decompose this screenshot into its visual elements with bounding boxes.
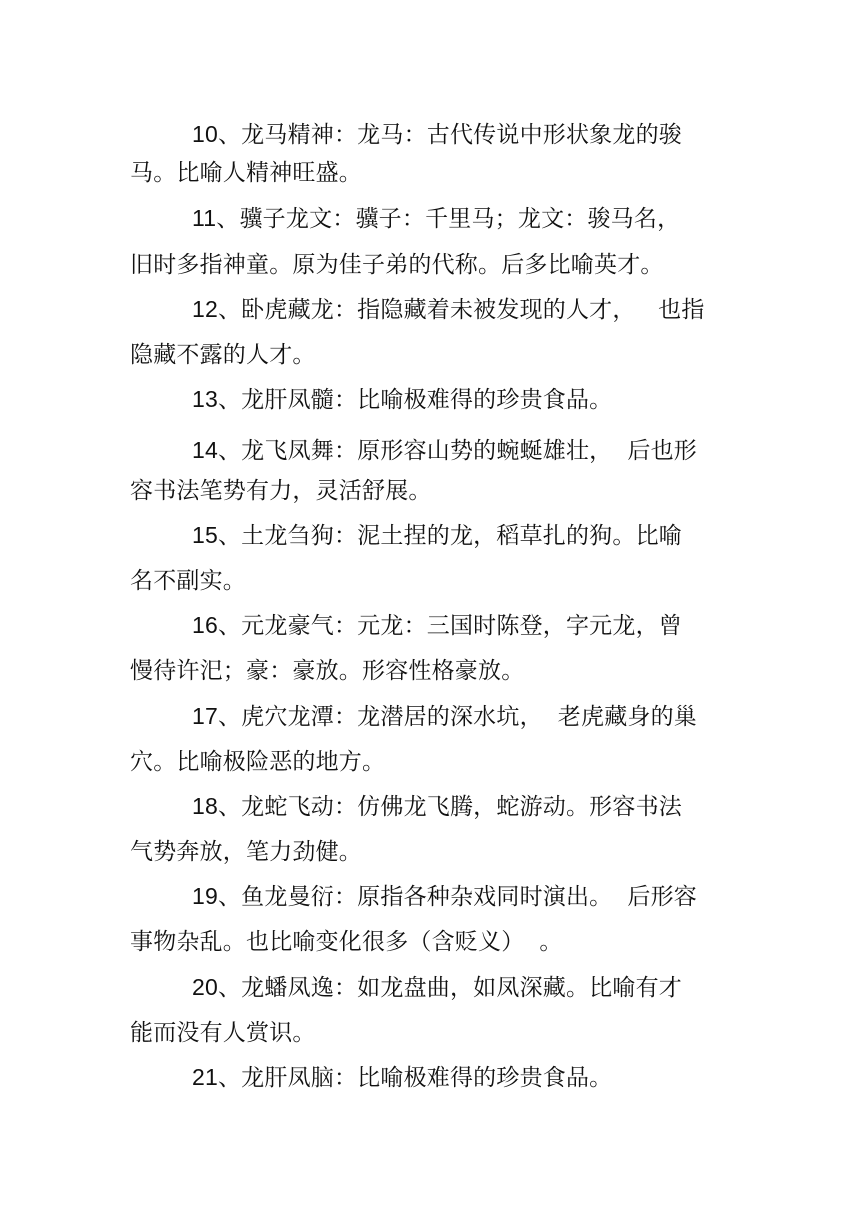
entry-line (192, 791, 682, 822)
entry-text: 、龙肝凤髓：比喻极难得的珍贵食品。 (217, 387, 613, 413)
entry-text: 、龙飞凤舞：原形容山势的蜿蜒雄壮， 后也形 (217, 438, 698, 464)
entry-number: 10 (192, 121, 218, 147)
entry-line: 慢待许汜；豪：豪放。形容性格豪放。 (130, 658, 525, 684)
entry-line (192, 972, 682, 1003)
entry-line: 能而没有人赏识。 (130, 1020, 316, 1046)
entry-text: 、龙马精神：龙马：古代传说中形状象龙的骏 (217, 122, 682, 148)
entry-text: 、骥子龙文：骥子：千里马；龙文：骏马名， (216, 206, 681, 232)
entry-line: 马。比喻人精神旺盛。 (130, 160, 362, 186)
entry-line: 容书法笔势有力，灵活舒展。 (130, 478, 432, 504)
entry-number: 15 (192, 522, 218, 548)
entry-number: 17 (192, 703, 218, 729)
entry-line (192, 610, 682, 641)
entry-line: 名不副实。 (130, 568, 246, 594)
entry-text: 、龙蟠凤逸：如龙盘曲，如凤深藏。比喻有才 (217, 975, 682, 1001)
entry-line: 穴。比喻极险恶的地方。 (130, 749, 386, 775)
entry-line: 隐藏不露的人才。 (130, 342, 316, 368)
entry-number: 19 (192, 883, 218, 909)
entry-line (192, 520, 682, 551)
entry-line (192, 119, 682, 150)
entry-number: 16 (192, 612, 218, 638)
entry-text: 、土龙刍狗：泥土捏的龙，稻草扎的狗。比喻 (217, 523, 682, 549)
entry-text: 、龙肝凤脑：比喻极难得的珍贵食品。 (217, 1065, 613, 1091)
entry-text: 、虎穴龙潭：龙潜居的深水坑， 老虎藏身的巢 (217, 704, 698, 730)
entry-line: 气势奔放，笔力劲健。 (130, 839, 362, 865)
entry-line (192, 384, 612, 415)
entry-line (192, 203, 680, 234)
entry-text: 、龙蛇飞动：仿佛龙飞腾，蛇游动。形容书法 (217, 794, 682, 820)
entry-line (192, 1062, 612, 1093)
entry-line (192, 435, 697, 466)
entry-line (192, 881, 697, 912)
entry-number: 13 (192, 386, 218, 412)
entry-line (192, 294, 705, 325)
entry-line (192, 701, 697, 732)
entry-number: 21 (192, 1064, 218, 1090)
entry-line: 事物杂乱。也比喻变化很多（含贬义） 。 (130, 929, 563, 955)
entry-number: 20 (192, 974, 218, 1000)
entry-text: 、元龙豪气：元龙：三国时陈登，字元龙，曾 (217, 613, 682, 639)
entry-number: 12 (192, 296, 218, 322)
entry-text: 、卧虎藏龙：指隐藏着未被发现的人才， 也指 (217, 297, 705, 323)
entry-line: 旧时多指神童。原为佳子弟的代称。后多比喻英才。 (130, 252, 664, 278)
entry-number: 18 (192, 793, 218, 819)
entry-number: 11 (192, 205, 217, 231)
entry-number: 14 (192, 437, 218, 463)
entry-text: 、鱼龙曼衍：原指各种杂戏同时演出。 后形容 (217, 884, 698, 910)
